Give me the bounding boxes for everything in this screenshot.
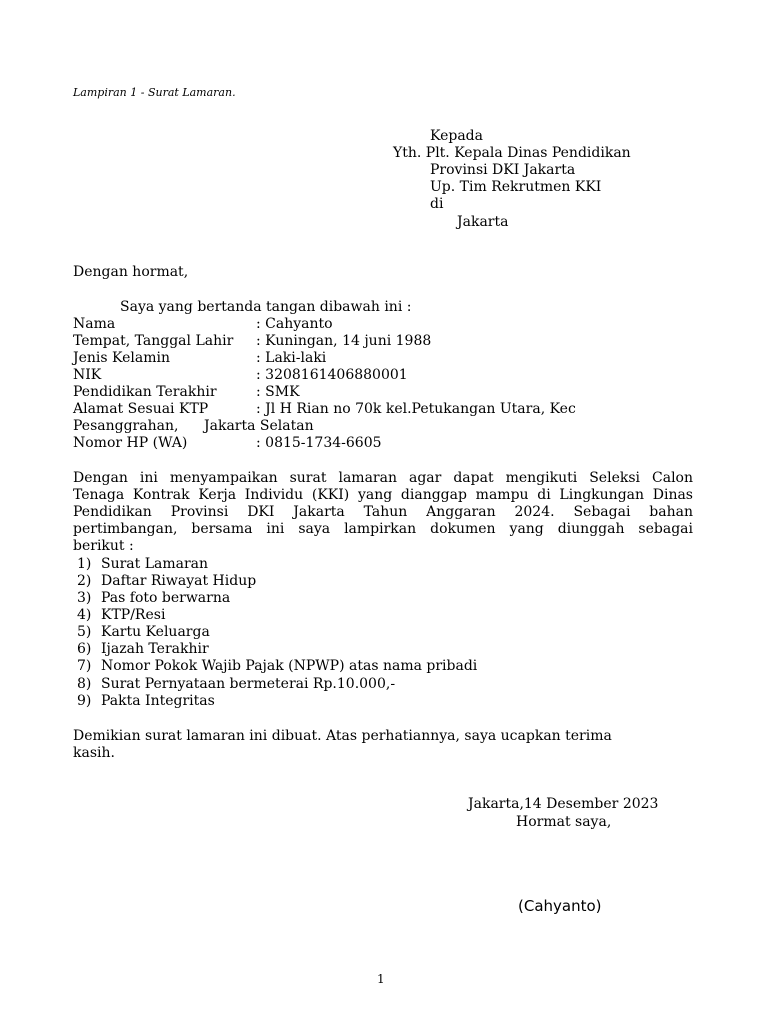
paragraph-line: berikut : xyxy=(73,538,134,554)
list-number: 7) xyxy=(77,658,92,674)
closing-paragraph xyxy=(73,728,693,762)
list-item xyxy=(77,607,165,624)
identity-value: : Kuningan, 14 juni 1988 xyxy=(256,333,432,349)
attachment-label: Lampiran 1 - Surat Lamaran. xyxy=(73,86,236,99)
intro-statement: Saya yang bertanda tangan dibawah ini : xyxy=(120,299,412,315)
identity-label: Nama xyxy=(73,316,116,332)
paragraph-line: Pendidikan Provinsi DKI Jakarta Tahun Anggaran 2024. Sebagai bahan xyxy=(73,504,693,520)
identity-label: Alamat Sesuai KTP xyxy=(73,401,209,417)
list-number: 4) xyxy=(77,607,92,623)
identity-value: : Laki-laki xyxy=(256,350,327,366)
recipient-kepada: Kepada xyxy=(430,128,483,144)
list-label: Surat Pernyataan bermeterai Rp.10.000,- xyxy=(101,676,396,692)
list-item xyxy=(77,641,209,658)
recipient-line-5: Jakarta xyxy=(457,214,509,230)
salutation: Dengan hormat, xyxy=(73,264,189,280)
list-number: 6) xyxy=(77,641,92,657)
recipient-line-4: di xyxy=(430,196,444,212)
list-item xyxy=(77,590,230,607)
identity-label: Tempat, Tanggal Lahir xyxy=(73,333,234,349)
list-item xyxy=(77,556,208,573)
identity-label: Nomor HP (WA) xyxy=(73,435,188,451)
paragraph-line: Demikian surat lamaran ini dibuat. Atas perhatiannya, saya ucapkan terima xyxy=(73,728,612,744)
list-number: 2) xyxy=(77,573,92,589)
identity-label: Pendidikan Terakhir xyxy=(73,384,217,400)
identity-label: Jenis Kelamin xyxy=(73,350,170,366)
identity-value: Jakarta Selatan xyxy=(204,418,314,434)
list-label: Surat Lamaran xyxy=(101,556,209,572)
list-number: 5) xyxy=(77,624,92,640)
list-label: Ijazah Terakhir xyxy=(101,641,209,657)
paragraph-line: pertimbangan, bersama ini saya lampirkan dokumen yang diunggah sebagai xyxy=(73,521,693,537)
list-label: Nomor Pokok Wajib Pajak (NPWP) atas nama pribadi xyxy=(101,658,478,674)
signature-name: (Cahyanto) xyxy=(518,897,602,915)
paragraph-line: Tenaga Kontrak Kerja Individu (KKI) yang dianggap mampu di Lingkungan Dinas xyxy=(73,487,693,503)
page-number: 1 xyxy=(377,972,385,986)
identity-value: : 3208161406880001 xyxy=(256,367,408,383)
recipient-line-1: Yth. Plt. Kepala Dinas Pendidikan xyxy=(393,145,631,161)
regards: Hormat saya, xyxy=(516,814,612,830)
identity-value: : 0815-1734-6605 xyxy=(256,435,382,451)
identity-label: NIK xyxy=(73,367,102,383)
list-item xyxy=(77,693,215,710)
list-label: Kartu Keluarga xyxy=(101,624,210,640)
list-item xyxy=(77,676,395,693)
list-number: 9) xyxy=(77,693,92,709)
list-label: Pas foto berwarna xyxy=(101,590,231,606)
application-paragraph xyxy=(73,470,693,555)
identity-value: : Cahyanto xyxy=(256,316,333,332)
list-item xyxy=(77,573,256,590)
place-date: Jakarta,14 Desember 2023 xyxy=(468,796,659,812)
identity-label: Pesanggrahan, xyxy=(73,418,179,434)
list-number: 8) xyxy=(77,676,92,692)
list-number: 3) xyxy=(77,590,92,606)
identity-value: : SMK xyxy=(256,384,300,400)
list-number: 1) xyxy=(77,556,92,572)
list-label: Daftar Riwayat Hidup xyxy=(101,573,257,589)
list-label: Pakta Integritas xyxy=(101,693,215,709)
recipient-line-3: Up. Tim Rekrutmen KKI xyxy=(430,179,602,195)
list-item xyxy=(77,658,477,675)
paragraph-line: Dengan ini menyampaikan surat lamaran agar dapat mengikuti Seleksi Calon xyxy=(73,470,693,486)
recipient-line-2: Provinsi DKI Jakarta xyxy=(430,162,576,178)
identity-value: : Jl H Rian no 70k kel.Petukangan Utara, Kec xyxy=(256,401,576,417)
paragraph-line: kasih. xyxy=(73,745,115,761)
list-item xyxy=(77,624,210,641)
list-label: KTP/Resi xyxy=(101,607,166,623)
